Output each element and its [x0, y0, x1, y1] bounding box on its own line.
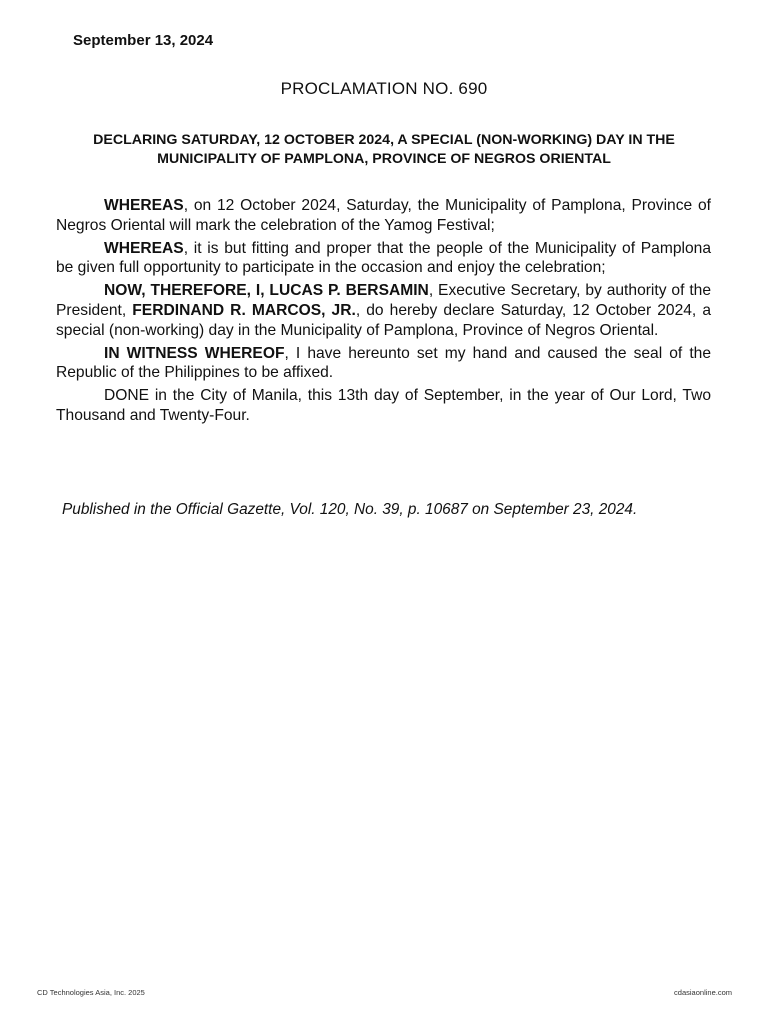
whereas-paragraph-1 — [56, 196, 711, 235]
proclamation-body — [56, 196, 711, 429]
paragraph-lead: NOW, THEREFORE, I, LUCAS P. BERSAMIN — [104, 282, 429, 300]
paragraph-lead: IN WITNESS WHEREOF — [104, 344, 285, 362]
document-date: September 13, 2024 — [73, 32, 214, 49]
paragraph-text: , on 12 October 2024, Saturday, the Municipality of Pamplona, Province of Negros Oriental will mark the celebration of the Yamog Festival; — [56, 197, 711, 234]
declaration-paragraph — [56, 281, 711, 340]
done-paragraph — [56, 386, 711, 425]
published-note: Published in the Official Gazette, Vol. 120, No. 39, p. 10687 on September 23, 2024. — [62, 501, 638, 518]
witness-paragraph — [56, 344, 711, 383]
paragraph-text: , Executive Secretary, by authority of the President, — [56, 282, 711, 319]
paragraph-text: , do hereby declare Saturday, 12 October 2024, a special (non-working) day in the Municipality of Pamplona, Province of Negros Oriental. — [56, 301, 711, 339]
paragraph-text: DONE in the City of Manila, this 13th day of September, in the year of Our Lord, Two Thousand and Twenty-Four. — [56, 387, 711, 424]
paragraph-lead: WHEREAS — [104, 197, 184, 214]
proclamation-subject: DECLARING SATURDAY, 12 OCTOBER 2024, A SPECIAL (NON-WORKING) DAY IN THE MUNICIPALITY OF PAMPLONA, PROVINCE OF NEGROS ORIENTAL — [93, 132, 675, 167]
footer-copyright: CD Technologies Asia, Inc. 2025 — [37, 988, 145, 997]
president-name: FERDINAND R. MARCOS, JR. — [132, 301, 356, 319]
paragraph-text: , I have hereunto set my hand and caused the seal of the Republic of the Philippines to be affixed. — [56, 344, 712, 382]
paragraph-lead: WHEREAS — [104, 239, 184, 257]
whereas-paragraph-2 — [56, 239, 711, 278]
proclamation-title: PROCLAMATION NO. 690 — [280, 79, 488, 98]
footer-website: cdasiaonline.com — [674, 988, 732, 997]
paragraph-text: , it is but fitting and proper that the people of the Municipality of Pamplona be given full opportunity to participate in the occasion and enjoy the celebration; — [56, 239, 711, 277]
